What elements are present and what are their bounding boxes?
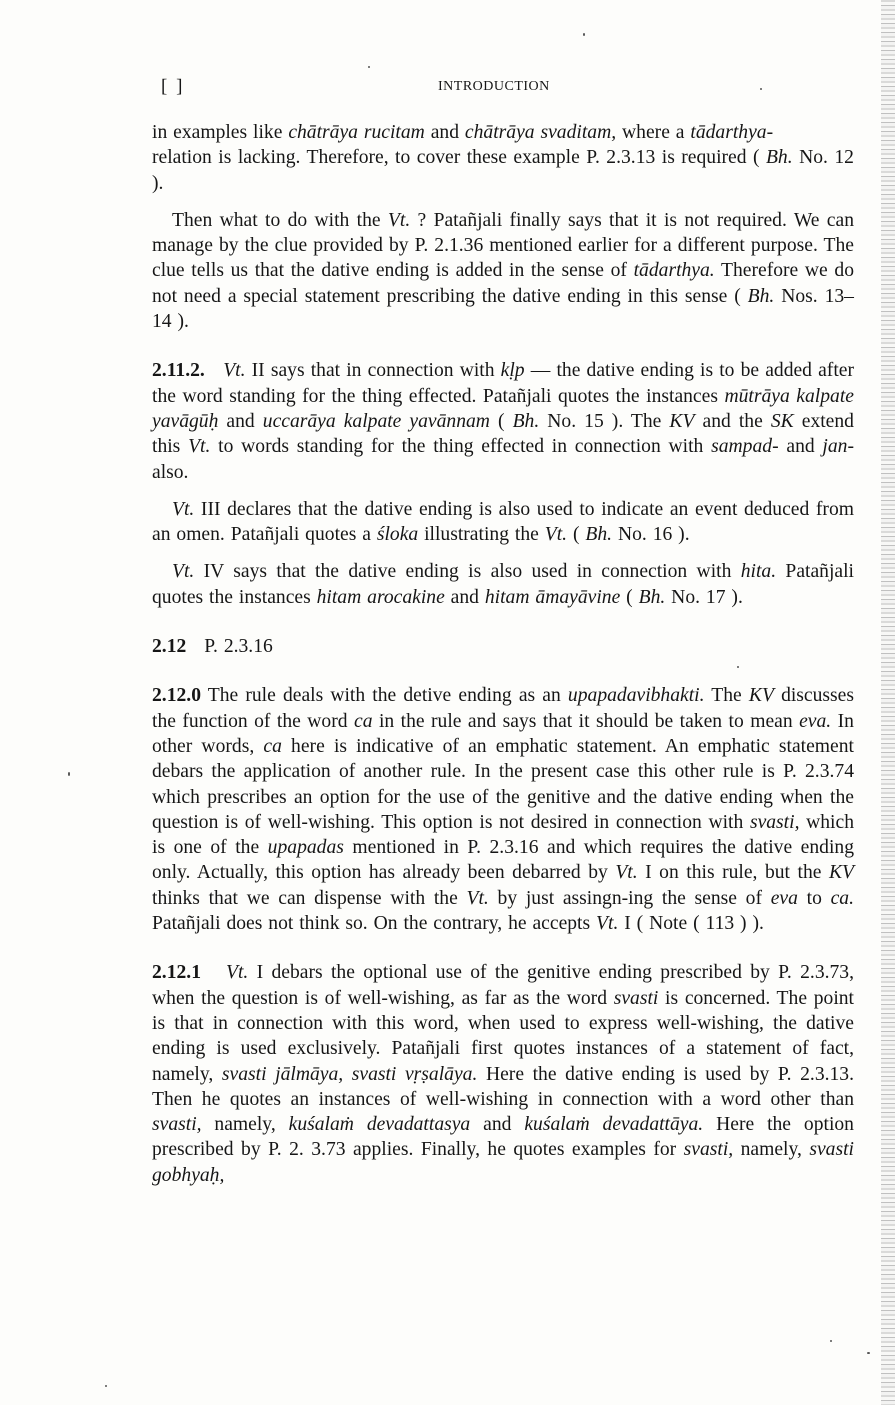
scan-edge-shadow: [881, 0, 895, 1405]
reference-abbrev: KV: [748, 685, 774, 707]
section-2-12-1: [152, 960, 854, 1188]
sanskrit-term: tādarthya-: [690, 122, 774, 143]
sanskrit-term: hitam āmayāvine: [484, 586, 621, 608]
text-run: (: [567, 524, 586, 546]
sanskrit-term: tādarthya.: [633, 260, 715, 282]
section-number: 2.12: [152, 636, 187, 658]
text-run: to: [797, 887, 831, 909]
text-run: ? Patañjali finally says that it is not required. We can manage by the clue provided by P. 2.1.36 mentioned earlier for a different purpose. The clue tells us that the dative ending is added in the sense of: [152, 209, 854, 282]
sanskrit-term: mūtrāya kalpate yavāgūḥ: [152, 385, 854, 432]
sanskrit-term: svasti gobhyaḥ,: [152, 1139, 854, 1186]
sanskrit-term: hita.: [740, 561, 777, 583]
text-run: No. 12 ).: [152, 147, 854, 194]
section-heading-2-12: [152, 634, 854, 659]
section-number: 2.12.1: [152, 962, 201, 984]
text-run: in the rule and says that it should be taken to mean: [372, 710, 800, 732]
scan-speck: [68, 772, 70, 776]
text-run: No. 16 ).: [612, 524, 690, 546]
reference-abbrev: Bh.: [638, 586, 666, 608]
sanskrit-term: svasti jālmāya, svasti vṛṣalāya.: [221, 1063, 478, 1085]
text-run: here is indicative of an emphatic statement. An emphatic statement debars the application of another rule. In the present case this other rule is P. 2.3.74 which prescribes an option for the use of the genitive and the dative ending when the question is of well-wishing. This option is not desired in connection with: [152, 735, 854, 833]
sanskrit-term: uccarāya kalpate yavānnam: [262, 410, 490, 432]
text-run: namely,: [201, 1114, 289, 1136]
text-run: Here the dative ending is used by P. 2.3.13. Then he quotes an instances of well-wishing in connection with a word other than: [152, 1063, 855, 1110]
reference-abbrev: KV: [669, 410, 695, 432]
reference-abbrev: Vt.: [544, 524, 568, 546]
reference-abbrev: Bh.: [585, 524, 613, 546]
sanskrit-term: sampad-: [711, 436, 779, 458]
text-run: II says that in connection with: [245, 360, 501, 382]
scan-speck: [105, 1385, 107, 1387]
sanskrit-term: chātrāya rucitam: [288, 122, 425, 143]
reference-abbrev: KV: [828, 862, 854, 884]
text-run: The: [704, 685, 749, 707]
text-run: and: [218, 410, 263, 432]
section-number: 2.11.2.: [152, 360, 205, 382]
reference-abbrev: Vt.: [387, 209, 411, 231]
paragraph-vt-iv: [152, 559, 854, 610]
text-run: No. 17 ).: [665, 586, 743, 608]
sanskrit-term: svasti: [613, 987, 659, 1009]
reference-abbrev: Vt.: [466, 887, 489, 909]
scan-speck: [867, 1352, 870, 1354]
sanskrit-term: ca: [263, 735, 282, 757]
reference-abbrev: Bh.: [765, 147, 793, 169]
text-run: is concerned. The point is that in connection with this word, when used to express well-wishing, the dative ending is used exclusively. Patañjali first quotes instances of a statement of fact, namely,: [152, 987, 855, 1085]
paragraph-vt-iii: [152, 497, 854, 548]
text-run: relation is lacking. Therefore, to cover these example P. 2.3.13 is required (: [152, 147, 766, 169]
text-run: Patañjali does not think so. On the contrary, he accepts: [152, 913, 597, 935]
text-run: mentioned in P. 2.3.16 and which requires the dative ending only. Actually, this option has already been debarred by: [152, 837, 854, 884]
text-run: discusses the function of the word: [152, 685, 854, 732]
text-run: and: [424, 122, 465, 143]
text-run: where a: [616, 122, 691, 143]
text-run: IV says that the dative ending is also used in connection with: [194, 561, 741, 583]
text-run: No. 15 ). The: [539, 410, 670, 432]
reference-abbrev: Vt.: [172, 561, 195, 583]
scan-speck: [737, 666, 739, 668]
sanskrit-term: ca.: [830, 887, 854, 909]
reference-abbrev: Vt.: [596, 913, 619, 935]
text-run: by just assingn-ing the sense of: [488, 887, 771, 909]
text-run: and: [778, 436, 823, 458]
text-run: III declares that the dative ending is also used to indicate an event deduced from an omen. Patañjali quotes a: [152, 498, 854, 546]
sanskrit-term: kuśalaṁ devadattasya: [288, 1114, 471, 1136]
scan-speck: [830, 1340, 832, 1342]
text-run: Here the option prescribed by P. 2. 3.73 applies. Finally, he quotes examples for: [152, 1114, 854, 1161]
section-2-12-0: [152, 683, 854, 936]
sanskrit-term: upapadavibhakti.: [567, 685, 705, 707]
sanskrit-term: svasti,: [683, 1139, 734, 1161]
sanskrit-term: upapadas: [267, 837, 344, 859]
reference-abbrev: Bh.: [747, 285, 775, 307]
page-body: [152, 120, 854, 1188]
text-run: (: [489, 410, 513, 432]
scan-speck: [760, 88, 762, 90]
text-run: Patañjali quotes the instances: [152, 561, 854, 608]
sanskrit-term: hitam arocakine: [316, 586, 445, 608]
text-run: to words standing for the thing effected in connection with: [210, 436, 712, 458]
text-run: in examples like: [152, 122, 289, 143]
text-run: In other words,: [152, 710, 854, 757]
reference-abbrev: Vt.: [226, 962, 249, 984]
section-2-11-2: [152, 358, 854, 484]
sanskrit-term: svasti,: [152, 1114, 202, 1136]
reference-abbrev: Bh.: [512, 410, 540, 432]
text-run: I debars the optional use of the genitive ending prescribed by P. 2.3.73, when the question is of well-wishing, as far as the word: [152, 962, 855, 1009]
text-run: I on this rule, but the: [637, 862, 829, 884]
sanskrit-term: jan-: [822, 436, 854, 458]
text-run: thinks that we can dispense with the: [152, 887, 467, 909]
section-number: 2.12.0: [152, 685, 201, 707]
sanskrit-term: eva.: [799, 710, 832, 732]
text-run: which is one of the: [152, 811, 854, 859]
sanskrit-term: svasti,: [749, 811, 800, 833]
text-run: — the dative ending is to be added after the word standing for the thing effected. Patañjali quotes the instances: [152, 360, 854, 407]
reference-abbrev: Vt.: [615, 862, 638, 884]
sanskrit-term: eva: [770, 887, 798, 909]
sanskrit-term: kḷp: [500, 360, 525, 382]
text-run: Therefore we do not need a special statement prescribing the dative ending in this sense (: [152, 260, 854, 307]
sanskrit-term: chātrāya svaditam,: [464, 122, 617, 143]
text-run: The rule deals with the detive ending as an: [200, 685, 568, 707]
text-run: extend this: [152, 410, 854, 458]
paragraph-tadarthya-continued: [152, 120, 854, 196]
paragraph-vt-not-required: [152, 208, 854, 334]
page-number-marker: [ ]: [161, 76, 185, 97]
text-run: Then what to do with the: [172, 209, 388, 231]
text-run: also.: [152, 461, 189, 483]
reference-abbrev: SK: [770, 410, 794, 432]
text-run: and the: [694, 410, 771, 432]
sanskrit-term: kuśalaṁ devadattāya.: [524, 1114, 704, 1136]
reference-abbrev: Vt.: [172, 498, 195, 520]
section-title: P. 2.3.16: [204, 636, 273, 658]
scan-speck: [368, 66, 370, 68]
text-run: and: [444, 586, 485, 608]
text-run: illustrating the: [418, 524, 545, 546]
text-run: (: [620, 586, 639, 608]
text-run: and: [470, 1114, 525, 1136]
reference-abbrev: Vt.: [223, 360, 246, 382]
text-run: namely,: [733, 1139, 810, 1161]
running-title: INTRODUCTION: [438, 79, 550, 94]
text-run: I ( Note ( 113 ) ).: [618, 913, 764, 935]
reference-abbrev: Vt.: [188, 436, 211, 458]
sanskrit-term: ca: [354, 710, 373, 732]
scan-speck: [583, 33, 585, 36]
text-run: Nos. 13–14 ).: [152, 285, 854, 333]
sanskrit-term: śloka: [376, 524, 419, 546]
